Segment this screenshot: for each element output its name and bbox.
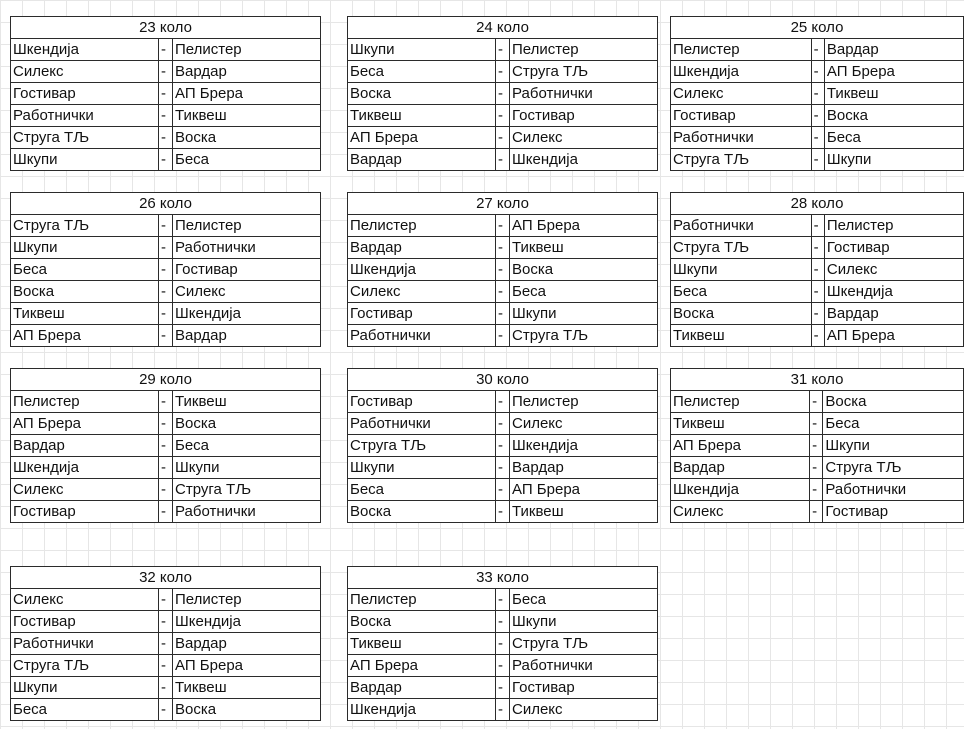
separator-cell: - [159, 457, 173, 479]
home-team-cell: Воска [348, 501, 496, 523]
match-row [11, 479, 321, 501]
home-team-cell: Пелистер [671, 391, 810, 413]
home-team-cell: Беса [11, 699, 159, 721]
home-team-cell: АП Брера [348, 127, 496, 149]
away-team-cell: АП Брера [173, 655, 321, 677]
away-team-cell: АП Брера [824, 325, 963, 347]
separator-cell: - [159, 699, 173, 721]
match-row [348, 479, 658, 501]
round-table [10, 192, 321, 347]
home-team-cell: Шкупи [11, 237, 159, 259]
home-team-cell: Силекс [11, 479, 159, 501]
away-team-cell: Шкупи [173, 457, 321, 479]
away-team-cell: Воска [510, 259, 658, 281]
away-team-cell: Воска [173, 413, 321, 435]
separator-cell: - [811, 149, 824, 171]
round-title: 29 коло [11, 369, 321, 391]
round-table [670, 192, 964, 347]
separator-cell: - [159, 391, 173, 413]
match-row [11, 391, 321, 413]
away-team-cell: Тиквеш [173, 105, 321, 127]
away-team-cell: Гостивар [173, 259, 321, 281]
home-team-cell: Тиквеш [348, 633, 496, 655]
away-team-cell: АП Брера [510, 215, 658, 237]
match-row [348, 303, 658, 325]
match-row [671, 325, 964, 347]
home-team-cell: Пелистер [348, 589, 496, 611]
home-team-cell: Беса [671, 281, 812, 303]
match-row [348, 281, 658, 303]
away-team-cell: Работнички [823, 479, 964, 501]
round-title: 23 коло [11, 17, 321, 39]
home-team-cell: АП Брера [671, 435, 810, 457]
match-row [348, 325, 658, 347]
home-team-cell: Гостивар [11, 501, 159, 523]
separator-cell: - [159, 501, 173, 523]
separator-cell: - [496, 281, 510, 303]
home-team-cell: Силекс [348, 281, 496, 303]
match-row [11, 633, 321, 655]
match-row [348, 699, 658, 721]
home-team-cell: Вардар [348, 677, 496, 699]
separator-cell: - [496, 457, 510, 479]
home-team-cell: Шкупи [671, 259, 812, 281]
away-team-cell: Работнички [510, 83, 658, 105]
away-team-cell: Воска [823, 391, 964, 413]
home-team-cell: Воска [671, 303, 812, 325]
match-row [11, 435, 321, 457]
home-team-cell: Гостивар [11, 83, 159, 105]
home-team-cell: Работнички [671, 215, 812, 237]
match-row [11, 215, 321, 237]
home-team-cell: Струга ТЉ [348, 435, 496, 457]
match-row [671, 413, 964, 435]
away-team-cell: Воска [173, 699, 321, 721]
match-row [348, 677, 658, 699]
home-team-cell: Вардар [11, 435, 159, 457]
away-team-cell: Силекс [510, 413, 658, 435]
round-title: 30 коло [348, 369, 658, 391]
home-team-cell: Струга ТЉ [671, 237, 812, 259]
round-table [10, 566, 321, 721]
match-row [348, 149, 658, 171]
away-team-cell: Беса [823, 413, 964, 435]
separator-cell: - [496, 259, 510, 281]
away-team-cell: Работнички [510, 655, 658, 677]
separator-cell: - [159, 237, 173, 259]
home-team-cell: Работнички [11, 633, 159, 655]
match-row [348, 127, 658, 149]
away-team-cell: Вардар [824, 303, 963, 325]
away-team-cell: Работнички [173, 501, 321, 523]
match-row [348, 215, 658, 237]
away-team-cell: Беса [510, 589, 658, 611]
separator-cell: - [811, 83, 824, 105]
away-team-cell: Силекс [824, 259, 963, 281]
separator-cell: - [159, 435, 173, 457]
match-row [11, 413, 321, 435]
separator-cell: - [496, 435, 510, 457]
separator-cell: - [496, 149, 510, 171]
home-team-cell: Струга ТЉ [11, 655, 159, 677]
separator-cell: - [810, 391, 823, 413]
home-team-cell: Пелистер [348, 215, 496, 237]
away-team-cell: Тиквеш [173, 677, 321, 699]
away-team-cell: Струга ТЉ [510, 325, 658, 347]
home-team-cell: Шкендија [348, 699, 496, 721]
away-team-cell: Вардар [510, 457, 658, 479]
match-row [11, 325, 321, 347]
home-team-cell: Шкупи [348, 457, 496, 479]
home-team-cell: АП Брера [11, 413, 159, 435]
separator-cell: - [159, 589, 173, 611]
match-row [671, 149, 964, 171]
separator-cell: - [159, 259, 173, 281]
away-team-cell: Пелистер [173, 39, 321, 61]
home-team-cell: Гостивар [348, 303, 496, 325]
separator-cell: - [159, 677, 173, 699]
separator-cell: - [159, 281, 173, 303]
away-team-cell: Струга ТЉ [173, 479, 321, 501]
separator-cell: - [159, 611, 173, 633]
match-row [671, 391, 964, 413]
away-team-cell: Гостивар [510, 677, 658, 699]
away-team-cell: Воска [824, 105, 963, 127]
home-team-cell: Силекс [11, 61, 159, 83]
round-title: 28 коло [671, 193, 964, 215]
away-team-cell: Гостивар [510, 105, 658, 127]
home-team-cell: Беса [11, 259, 159, 281]
match-row [11, 611, 321, 633]
round-title: 26 коло [11, 193, 321, 215]
separator-cell: - [159, 215, 173, 237]
home-team-cell: Шкупи [11, 149, 159, 171]
home-team-cell: Силекс [671, 83, 812, 105]
match-row [348, 655, 658, 677]
home-team-cell: Шкендија [671, 479, 810, 501]
match-row [671, 61, 964, 83]
match-row [11, 259, 321, 281]
separator-cell: - [496, 413, 510, 435]
away-team-cell: Вардар [173, 633, 321, 655]
separator-cell: - [496, 127, 510, 149]
round-title: 25 коло [671, 17, 964, 39]
separator-cell: - [496, 215, 510, 237]
separator-cell: - [496, 589, 510, 611]
home-team-cell: Вардар [348, 149, 496, 171]
away-team-cell: Вардар [824, 39, 963, 61]
round-title: 31 коло [671, 369, 964, 391]
home-team-cell: Пелистер [671, 39, 812, 61]
match-row [671, 83, 964, 105]
round-title: 33 коло [348, 567, 658, 589]
match-row [11, 699, 321, 721]
separator-cell: - [159, 479, 173, 501]
match-row [11, 39, 321, 61]
round-table [347, 16, 658, 171]
away-team-cell: Пелистер [510, 39, 658, 61]
match-row [348, 237, 658, 259]
home-team-cell: Струга ТЉ [11, 215, 159, 237]
match-row [671, 127, 964, 149]
round-table [347, 368, 658, 523]
home-team-cell: АП Брера [11, 325, 159, 347]
match-row [11, 83, 321, 105]
round-table [670, 368, 964, 523]
match-row [348, 39, 658, 61]
match-row [348, 61, 658, 83]
separator-cell: - [811, 39, 824, 61]
separator-cell: - [810, 501, 823, 523]
round-title: 24 коло [348, 17, 658, 39]
away-team-cell: Шкендија [510, 149, 658, 171]
away-team-cell: Вардар [173, 61, 321, 83]
away-team-cell: Воска [173, 127, 321, 149]
away-team-cell: АП Брера [173, 83, 321, 105]
match-row [11, 303, 321, 325]
home-team-cell: Тиквеш [671, 413, 810, 435]
away-team-cell: Пелистер [173, 589, 321, 611]
match-row [348, 413, 658, 435]
match-row [348, 259, 658, 281]
separator-cell: - [811, 61, 824, 83]
separator-cell: - [810, 457, 823, 479]
match-row [348, 633, 658, 655]
match-row [671, 457, 964, 479]
match-row [11, 237, 321, 259]
away-team-cell: Пелистер [824, 215, 963, 237]
separator-cell: - [810, 479, 823, 501]
separator-cell: - [159, 655, 173, 677]
separator-cell: - [496, 83, 510, 105]
separator-cell: - [159, 39, 173, 61]
away-team-cell: Гостивар [823, 501, 964, 523]
separator-cell: - [159, 325, 173, 347]
home-team-cell: Пелистер [11, 391, 159, 413]
separator-cell: - [159, 149, 173, 171]
away-team-cell: Силекс [510, 699, 658, 721]
separator-cell: - [811, 303, 824, 325]
home-team-cell: Работнички [11, 105, 159, 127]
home-team-cell: Работнички [348, 325, 496, 347]
home-team-cell: Шкупи [348, 39, 496, 61]
away-team-cell: Шкупи [823, 435, 964, 457]
away-team-cell: Вардар [173, 325, 321, 347]
home-team-cell: Воска [11, 281, 159, 303]
match-row [348, 611, 658, 633]
match-row [348, 105, 658, 127]
match-row [11, 61, 321, 83]
match-row [348, 589, 658, 611]
home-team-cell: Тиквеш [348, 105, 496, 127]
separator-cell: - [496, 699, 510, 721]
away-team-cell: Струга ТЉ [510, 633, 658, 655]
match-row [671, 303, 964, 325]
separator-cell: - [811, 237, 824, 259]
separator-cell: - [811, 259, 824, 281]
match-row [348, 435, 658, 457]
away-team-cell: Шкендија [173, 303, 321, 325]
match-row [11, 677, 321, 699]
away-team-cell: Шкендија [824, 281, 963, 303]
separator-cell: - [811, 127, 824, 149]
round-title: 32 коло [11, 567, 321, 589]
away-team-cell: Тиквеш [824, 83, 963, 105]
separator-cell: - [810, 435, 823, 457]
home-team-cell: Работнички [671, 127, 812, 149]
separator-cell: - [496, 655, 510, 677]
separator-cell: - [159, 61, 173, 83]
away-team-cell: Пелистер [173, 215, 321, 237]
away-team-cell: Тиквеш [173, 391, 321, 413]
home-team-cell: Шкендија [11, 457, 159, 479]
separator-cell: - [496, 501, 510, 523]
home-team-cell: Шкендија [11, 39, 159, 61]
home-team-cell: Гостивар [348, 391, 496, 413]
match-row [11, 281, 321, 303]
match-row [11, 655, 321, 677]
home-team-cell: Шкендија [671, 61, 812, 83]
separator-cell: - [811, 215, 824, 237]
home-team-cell: Воска [348, 611, 496, 633]
away-team-cell: Силекс [510, 127, 658, 149]
match-row [11, 457, 321, 479]
separator-cell: - [811, 105, 824, 127]
match-row [671, 501, 964, 523]
home-team-cell: Работнички [348, 413, 496, 435]
match-row [11, 105, 321, 127]
away-team-cell: Шкупи [510, 611, 658, 633]
home-team-cell: Гостивар [671, 105, 812, 127]
away-team-cell: АП Брера [510, 479, 658, 501]
match-row [348, 391, 658, 413]
away-team-cell: Беса [173, 435, 321, 457]
home-team-cell: Тиквеш [671, 325, 812, 347]
away-team-cell: АП Брера [824, 61, 963, 83]
match-row [11, 149, 321, 171]
separator-cell: - [811, 281, 824, 303]
match-row [671, 479, 964, 501]
match-row [671, 215, 964, 237]
home-team-cell: Тиквеш [11, 303, 159, 325]
match-row [671, 105, 964, 127]
home-team-cell: Шкупи [11, 677, 159, 699]
home-team-cell: Вардар [671, 457, 810, 479]
away-team-cell: Пелистер [510, 391, 658, 413]
round-table [347, 192, 658, 347]
match-row [348, 501, 658, 523]
separator-cell: - [496, 633, 510, 655]
away-team-cell: Тиквеш [510, 237, 658, 259]
separator-cell: - [159, 127, 173, 149]
away-team-cell: Гостивар [824, 237, 963, 259]
match-row [348, 83, 658, 105]
round-table [347, 566, 658, 721]
away-team-cell: Струга ТЉ [823, 457, 964, 479]
away-team-cell: Шкендија [510, 435, 658, 457]
away-team-cell: Шкендија [173, 611, 321, 633]
away-team-cell: Шкупи [510, 303, 658, 325]
away-team-cell: Работнички [173, 237, 321, 259]
separator-cell: - [810, 413, 823, 435]
home-team-cell: Беса [348, 479, 496, 501]
separator-cell: - [496, 105, 510, 127]
round-title: 27 коло [348, 193, 658, 215]
separator-cell: - [496, 61, 510, 83]
away-team-cell: Силекс [173, 281, 321, 303]
round-table [10, 368, 321, 523]
match-row [671, 259, 964, 281]
match-row [11, 127, 321, 149]
away-team-cell: Струга ТЉ [510, 61, 658, 83]
match-row [671, 281, 964, 303]
match-row [11, 501, 321, 523]
home-team-cell: Беса [348, 61, 496, 83]
away-team-cell: Беса [510, 281, 658, 303]
match-row [671, 39, 964, 61]
separator-cell: - [496, 479, 510, 501]
separator-cell: - [159, 83, 173, 105]
away-team-cell: Шкупи [824, 149, 963, 171]
home-team-cell: Вардар [348, 237, 496, 259]
home-team-cell: АП Брера [348, 655, 496, 677]
match-row [11, 589, 321, 611]
separator-cell: - [496, 39, 510, 61]
separator-cell: - [496, 303, 510, 325]
separator-cell: - [496, 237, 510, 259]
home-team-cell: Гостивар [11, 611, 159, 633]
separator-cell: - [159, 303, 173, 325]
home-team-cell: Шкендија [348, 259, 496, 281]
round-table [10, 16, 321, 171]
home-team-cell: Струга ТЉ [11, 127, 159, 149]
home-team-cell: Силекс [11, 589, 159, 611]
separator-cell: - [496, 611, 510, 633]
away-team-cell: Беса [824, 127, 963, 149]
separator-cell: - [159, 633, 173, 655]
home-team-cell: Воска [348, 83, 496, 105]
home-team-cell: Силекс [671, 501, 810, 523]
separator-cell: - [811, 325, 824, 347]
separator-cell: - [496, 677, 510, 699]
away-team-cell: Беса [173, 149, 321, 171]
separator-cell: - [159, 413, 173, 435]
match-row [671, 237, 964, 259]
round-table [670, 16, 964, 171]
match-row [671, 435, 964, 457]
match-row [348, 457, 658, 479]
home-team-cell: Струга ТЉ [671, 149, 812, 171]
separator-cell: - [496, 391, 510, 413]
away-team-cell: Тиквеш [510, 501, 658, 523]
separator-cell: - [496, 325, 510, 347]
separator-cell: - [159, 105, 173, 127]
